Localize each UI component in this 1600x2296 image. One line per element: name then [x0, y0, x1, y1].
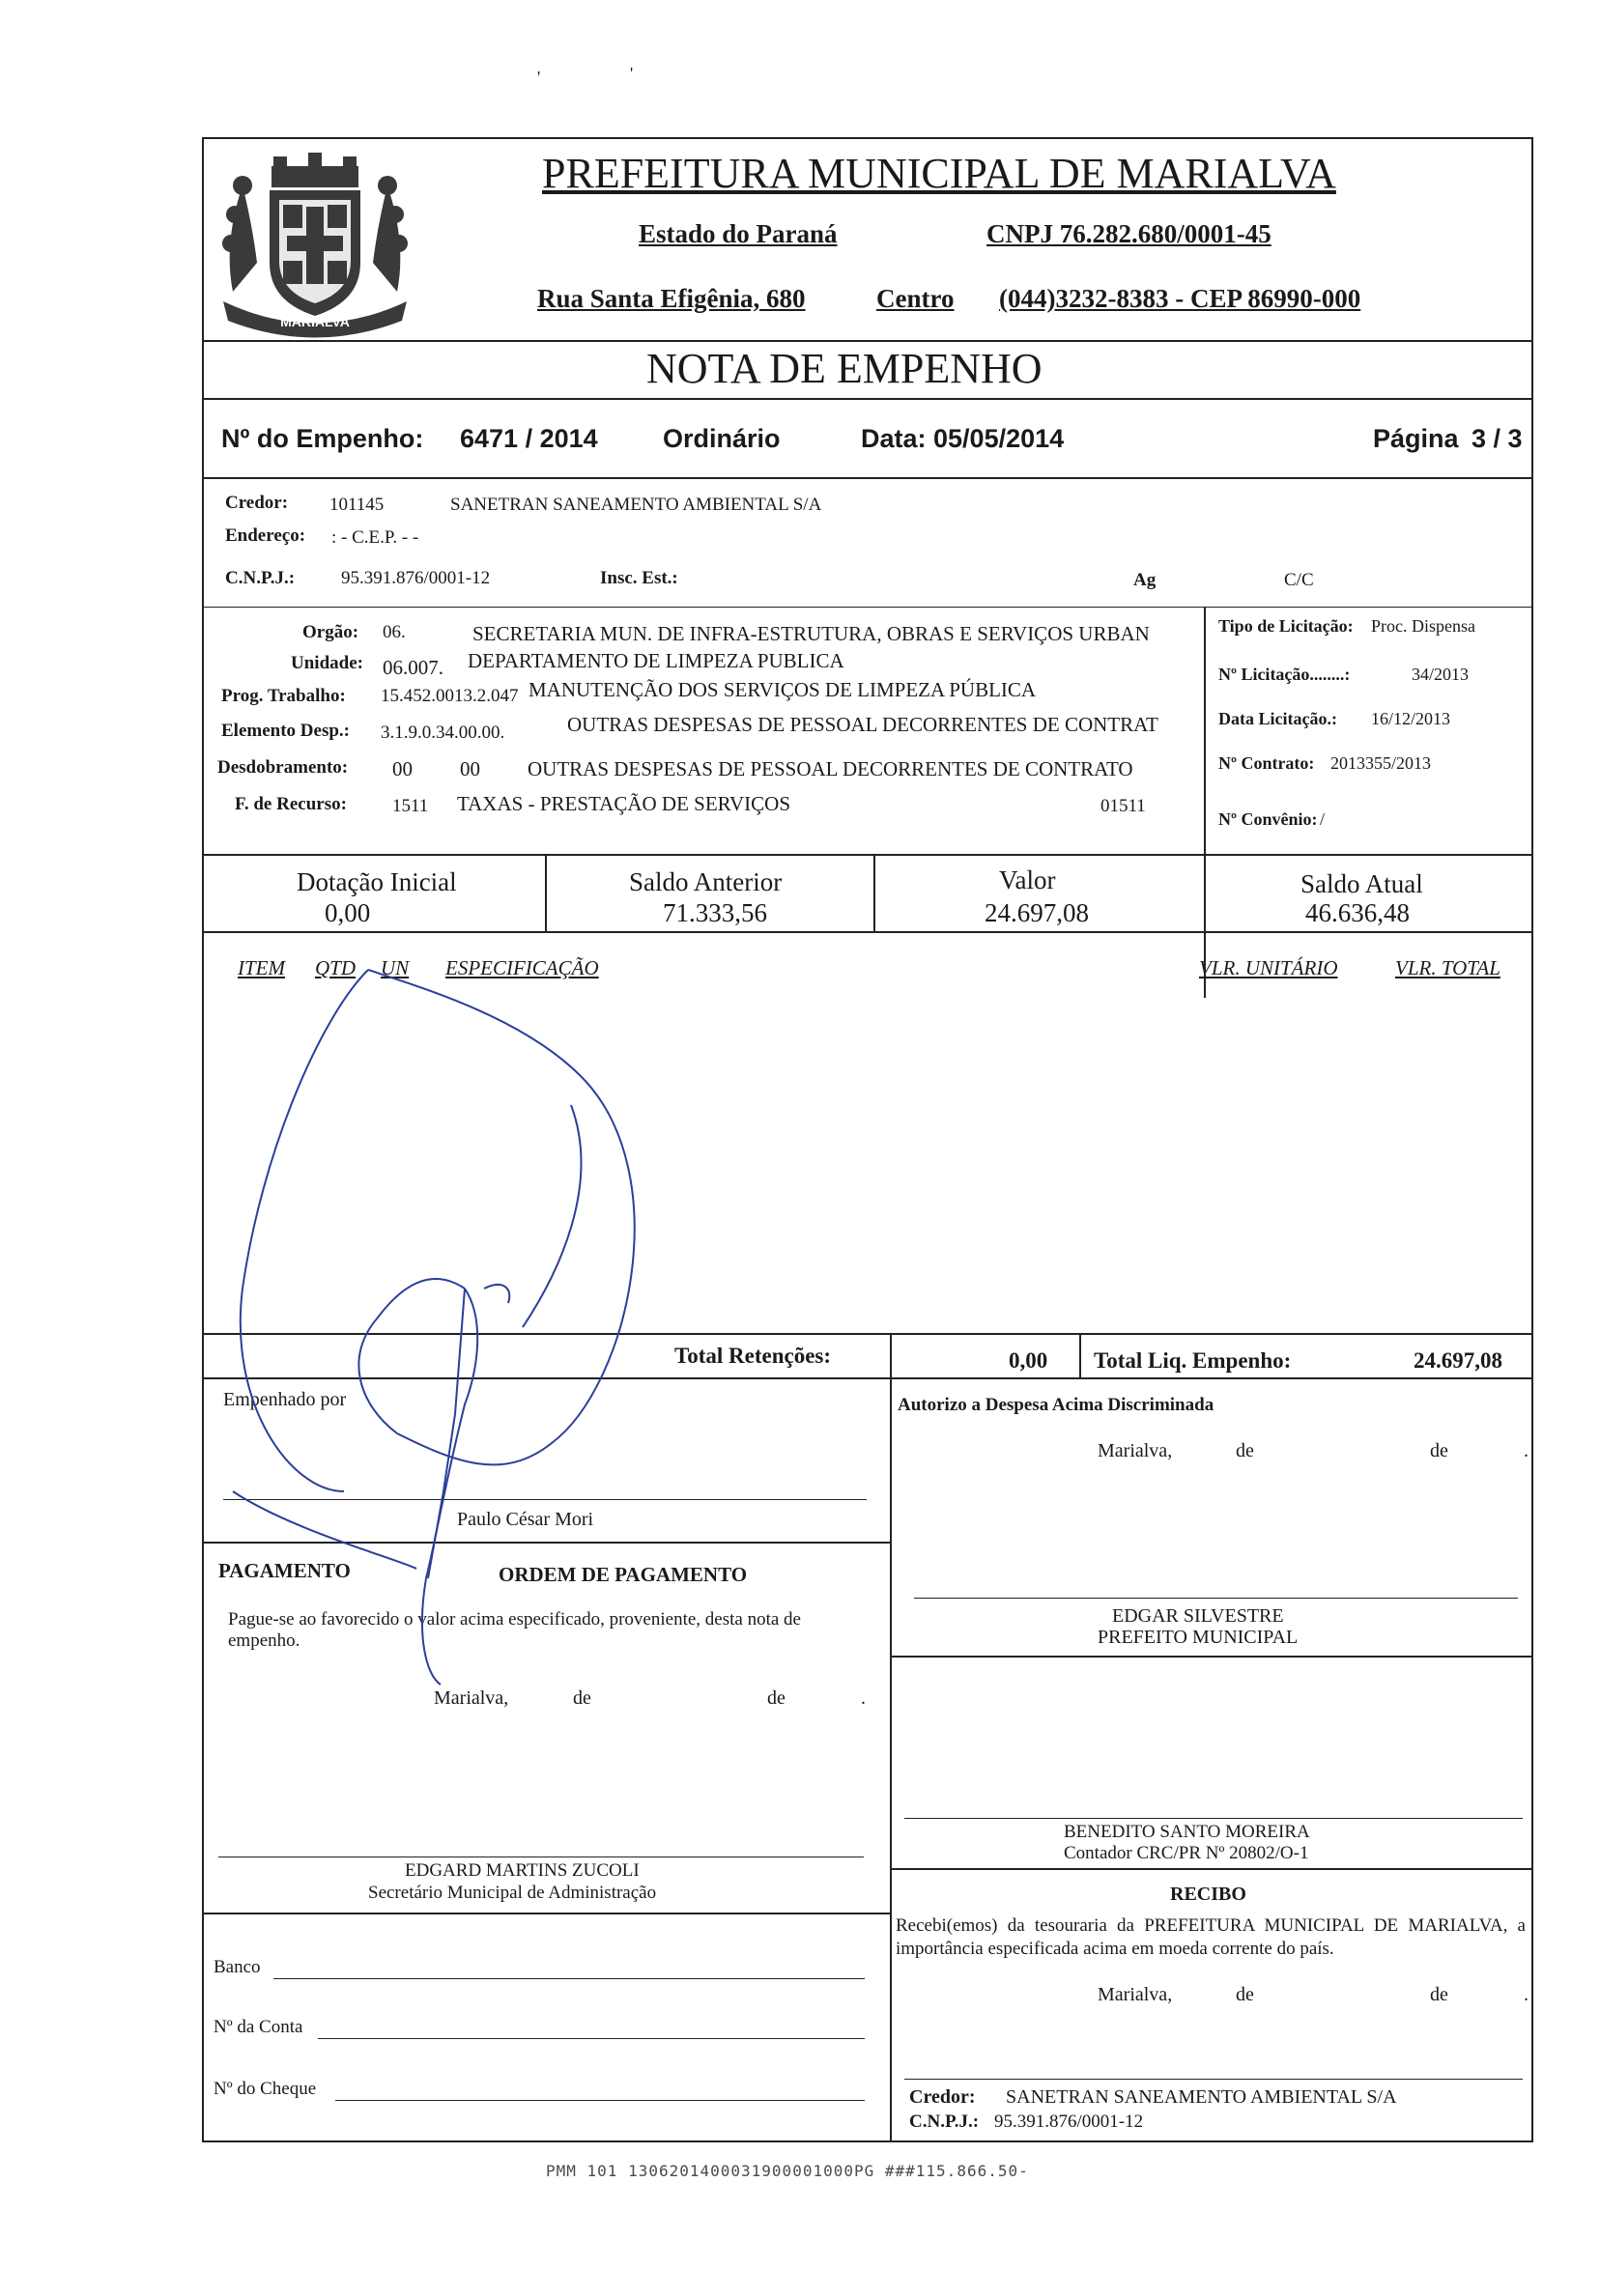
recibo-dot: .: [1524, 1984, 1529, 2005]
orgao-code: 06.: [383, 622, 406, 642]
convenio-value: /: [1320, 809, 1326, 829]
num-licitacao-value: 34/2013: [1412, 665, 1470, 684]
cc-label: C/C: [1284, 570, 1314, 590]
orgao-label: Orgão:: [302, 622, 359, 642]
credor-name: SANETRAN SANEAMENTO AMBIENTAL S/A: [450, 495, 822, 515]
liq-empenho-value: 24.697,08: [1414, 1348, 1502, 1373]
recibo-cnpj-label: C.N.P.J.:: [909, 2112, 980, 2132]
elem-label: Elemento Desp.:: [221, 721, 350, 741]
retencoes-value: 0,00: [1009, 1348, 1048, 1373]
orgao-desc: SECRETARIA MUN. DE INFRA-ESTRUTURA, OBRAS E SERVIÇOS URBAN: [472, 622, 1150, 645]
recibo-text: Recebi(emos) da tesouraria da PREFEITURA MUNICIPAL DE MARIALVA, a importância especificada acima em moeda corrente do país.: [896, 1915, 1526, 1959]
street-address: Rua Santa Efigênia, 680: [537, 284, 806, 313]
recibo-credor-value: SANETRAN SANEAMENTO AMBIENTAL S/A: [1006, 2086, 1397, 2108]
desd-code1: 00: [392, 757, 413, 780]
valor-label: Valor: [999, 865, 1056, 894]
col-item: ITEM: [238, 956, 285, 979]
desd-code2: 00: [460, 757, 480, 780]
insc-est-label: Insc. Est.:: [600, 568, 678, 588]
district: Centro: [876, 284, 955, 313]
col-un: UN: [381, 956, 410, 979]
col-especificacao: ESPECIFICAÇÃO: [445, 956, 599, 979]
right-de2: de: [1430, 1440, 1448, 1461]
recurso-code2: 01511: [1100, 796, 1146, 816]
recurso-label: F. de Recurso:: [235, 794, 347, 814]
credor-label: Credor:: [225, 493, 289, 513]
secretario-role: Secretário Municipal de Administração: [368, 1883, 657, 1903]
dotacao-inicial-label: Dotação Inicial: [297, 867, 457, 896]
empenho-type: Ordinário: [663, 424, 781, 453]
saldo-anterior-label: Saldo Anterior: [629, 867, 783, 896]
cnpj-label: C.N.P.J.:: [225, 568, 296, 588]
prefeito-name: EDGAR SILVESTRE: [1112, 1605, 1284, 1627]
ordem-pagamento-label: ORDEM DE PAGAMENTO: [499, 1563, 748, 1586]
scan-mark: ': [630, 64, 634, 83]
recibo-credor-label: Credor:: [909, 2086, 976, 2108]
prefecture-title: PREFEITURA MUNICIPAL DE MARIALVA: [542, 150, 1336, 197]
right-dot: .: [1524, 1440, 1529, 1461]
contrato-label: Nº Contrato:: [1218, 753, 1315, 773]
endereco-value: : - C.E.P. - -: [331, 527, 419, 548]
contrato-value: 2013355/2013: [1330, 753, 1432, 773]
footer-code: PMM 101 1306201400031900001000PG ###115.866.50-: [546, 2162, 1029, 2180]
left-de2: de: [767, 1687, 786, 1709]
desd-desc: OUTRAS DESPESAS DE PESSOAL DECORRENTES DE CONTRATO: [528, 757, 1133, 780]
pagamento-label: PAGAMENTO: [218, 1559, 351, 1582]
empenho-label: Nº do Empenho:: [221, 424, 424, 453]
recibo-de1: de: [1236, 1984, 1254, 2005]
left-dot: .: [861, 1687, 866, 1709]
doc-title: NOTA DE EMPENHO: [646, 345, 1043, 392]
liq-empenho-label: Total Liq. Empenho:: [1094, 1348, 1292, 1373]
unidade-code: 06.007.: [383, 656, 443, 679]
banco-label: Banco: [214, 1957, 261, 1977]
contador-role: Contador CRC/PR Nº 20802/O-1: [1064, 1843, 1309, 1863]
tipo-licitacao-value: Proc. Dispensa: [1371, 616, 1475, 636]
desd-label: Desdobramento:: [217, 757, 349, 778]
num-licitacao-label: Nº Licitação........:: [1218, 665, 1351, 684]
crest-logo: [214, 147, 416, 340]
left-de1: de: [573, 1687, 591, 1709]
recibo-de2: de: [1430, 1984, 1448, 2005]
crest-banner-text: MARIALVA: [280, 314, 350, 329]
recibo-label: RECIBO: [1170, 1884, 1246, 1905]
secretario-name: EDGARD MARTINS ZUCOLI: [405, 1860, 640, 1881]
page-label: Página: [1373, 424, 1459, 453]
prog-desc: MANUTENÇÃO DOS SERVIÇOS DE LIMPEZA PÚBLICA: [529, 678, 1037, 701]
left-city: Marialva,: [434, 1687, 509, 1709]
nota-de-empenho-form: [202, 137, 1533, 2142]
tipo-licitacao-label: Tipo de Licitação:: [1218, 616, 1354, 636]
recurso-desc: TAXAS - PRESTAÇÃO DE SERVIÇOS: [457, 792, 790, 815]
elem-desc: OUTRAS DESPESAS DE PESSOAL DECORRENTES DE CONTRAT: [567, 713, 1158, 736]
valor-value: 24.697,08: [985, 898, 1089, 927]
header-cnpj: CNPJ 76.282.680/0001-45: [986, 219, 1271, 248]
col-vlr-unitario: VLR. UNITÁRIO: [1199, 956, 1338, 979]
prefeito-role: PREFEITO MUNICIPAL: [1098, 1627, 1299, 1648]
prog-label: Prog. Trabalho:: [221, 686, 346, 706]
scan-mark: ': [537, 68, 541, 87]
convenio-label: Nº Convênio:: [1218, 809, 1318, 829]
right-de1: de: [1236, 1440, 1254, 1461]
ordem-pagamento-text: Pague-se ao favorecido o valor acima especificado, proveniente, desta nota de empenho.: [228, 1609, 801, 1651]
cheque-field[interactable]: [335, 2100, 865, 2101]
recibo-cnpj-value: 95.391.876/0001-12: [994, 2112, 1144, 2132]
contador-name: BENEDITO SANTO MOREIRA: [1064, 1822, 1310, 1842]
prog-code: 15.452.0013.2.047: [381, 686, 519, 706]
elem-code: 3.1.9.0.34.00.00.: [381, 723, 505, 743]
conta-label: Nº da Conta: [214, 2017, 303, 2037]
saldo-anterior-value: 71.333,56: [663, 898, 767, 927]
cnpj-value: 95.391.876/0001-12: [341, 568, 491, 588]
empenhado-por-label: Empenhado por: [223, 1389, 347, 1410]
col-vlr-total: VLR. TOTAL: [1395, 956, 1500, 979]
recurso-code: 1511: [392, 796, 429, 816]
empenho-number: 6471 / 2014: [460, 424, 598, 453]
right-city: Marialva,: [1098, 1440, 1173, 1461]
saldo-atual-label: Saldo Atual: [1300, 869, 1423, 898]
autorizo-label: Autorizo a Despesa Acima Discriminada: [898, 1395, 1214, 1415]
dotacao-inicial-value: 0,00: [325, 898, 371, 927]
unidade-label: Unidade:: [291, 653, 363, 673]
saldo-atual-value: 46.636,48: [1305, 898, 1410, 927]
banco-field[interactable]: [273, 1978, 865, 1979]
empenho-date: Data: 05/05/2014: [861, 424, 1065, 453]
data-licitacao-value: 16/12/2013: [1371, 709, 1451, 728]
recibo-city: Marialva,: [1098, 1984, 1173, 2005]
ag-label: Ag: [1133, 570, 1157, 590]
data-licitacao-label: Data Licitação.:: [1218, 709, 1337, 728]
col-qtd: QTD: [315, 956, 357, 979]
phone-cep: (044)3232-8383 - CEP 86990-000: [999, 284, 1361, 313]
empenhado-por-name: Paulo César Mori: [457, 1509, 594, 1530]
credor-code: 101145: [329, 495, 385, 515]
state-name: Estado do Paraná: [639, 219, 838, 248]
page-number: 3 / 3: [1471, 424, 1523, 453]
cheque-label: Nº do Cheque: [214, 2079, 317, 2099]
endereco-label: Endereço:: [225, 525, 306, 546]
retencoes-label: Total Retenções:: [674, 1344, 832, 1368]
conta-field[interactable]: [318, 2038, 865, 2039]
unidade-desc: DEPARTAMENTO DE LIMPEZA PUBLICA: [468, 649, 844, 672]
